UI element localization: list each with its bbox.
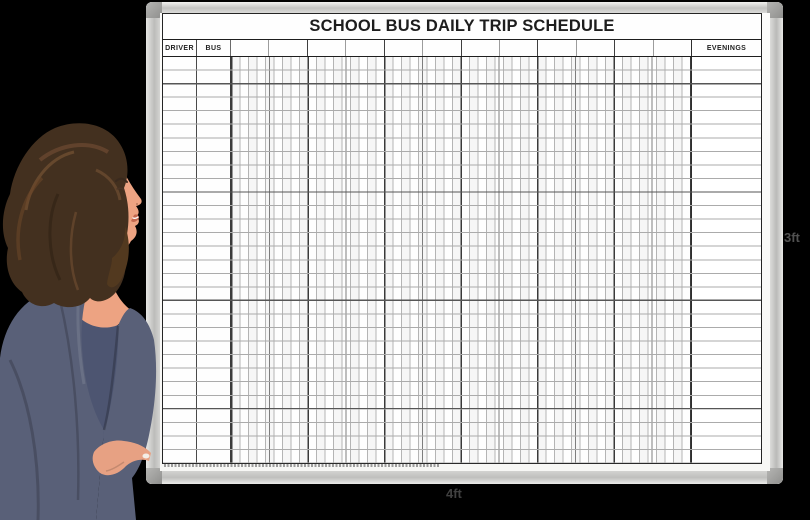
header-bus-cell: BUS [197,40,231,56]
header-blank-cell [346,40,384,56]
header-blank-cell [615,40,653,56]
woman-hair [3,123,129,307]
header-blank-cell [423,40,461,56]
header-blank-cell [500,40,538,56]
header-blank-cell [269,40,307,56]
width-dimension-label: 4ft [446,486,462,501]
header-blank-cell [577,40,615,56]
schedule-table [162,13,762,464]
board-surface [160,13,770,471]
header-blank-cell [538,40,576,56]
height-dimension-label: 3ft [784,230,800,245]
header-blank-cell [231,40,269,56]
trip-time-grid [231,57,691,463]
header-blank-cell [385,40,423,56]
header-blank-cell [654,40,692,56]
evenings-column [691,57,761,463]
woman-presenter-photo [0,100,210,520]
header-evenings-cell: EVENINGS [691,40,761,56]
woman-jacket [0,278,156,520]
board-title: SCHOOL BUS DAILY TRIP SCHEDULE [309,17,615,35]
board-frame-bottom [146,471,783,484]
schedule-grid [163,57,761,464]
column-header-row [163,40,761,57]
board-frame-top [146,2,783,13]
schedule-whiteboard [146,2,783,484]
board-frame-right [770,2,783,484]
header-blank-cell [462,40,500,56]
header-blank-cell [308,40,346,56]
board-title-row [163,14,761,40]
header-driver-cell: DRIVER [163,40,197,56]
